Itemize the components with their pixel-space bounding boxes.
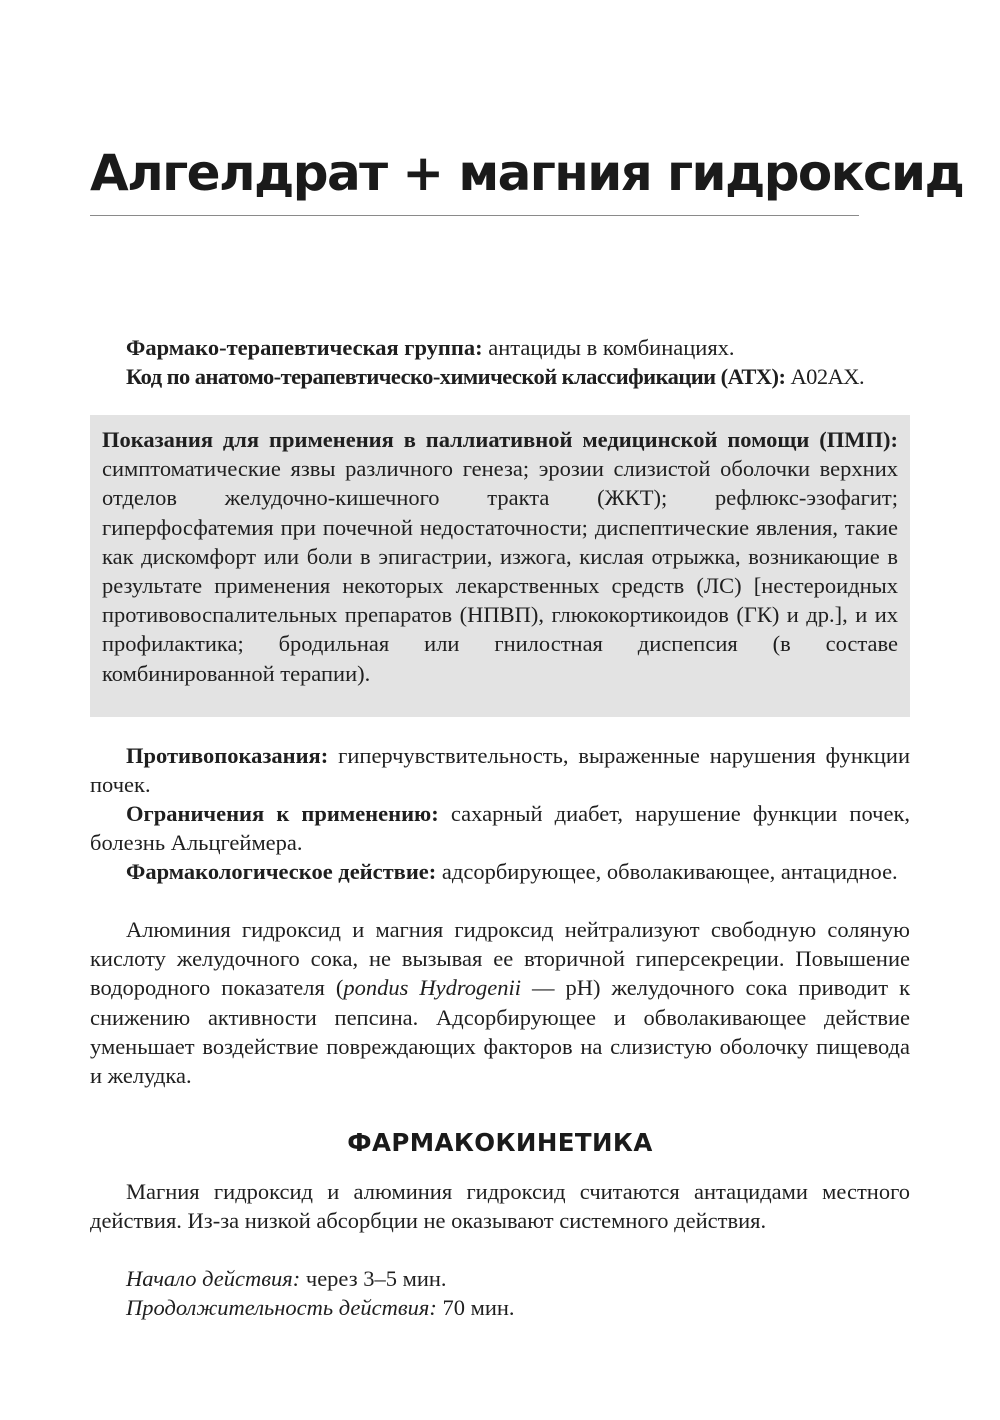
indications-paragraph (102, 425, 898, 688)
pharm-group-line (90, 333, 910, 362)
atc-value: A02AX. (785, 364, 865, 389)
indications-box (90, 415, 910, 717)
action-description (90, 915, 910, 1090)
indications-label: Показания для применения в паллиативной медицинской помощи (ПМП): (102, 427, 898, 452)
atc-line (90, 362, 970, 391)
duration-value: 70 мин. (436, 1295, 515, 1320)
page-title: Алгелдрат + магния гидроксид (90, 144, 964, 202)
pharm-group-value: антациды в комбинациях. (482, 335, 735, 360)
action-value: адсорбирующее, обволакивающее, антацидное. (436, 859, 898, 884)
restrictions-paragraph (90, 799, 910, 857)
onset-line (90, 1264, 910, 1293)
title-divider (90, 215, 859, 216)
action-label: Фармакологическое действие: (126, 859, 437, 884)
pharm-group-label: Фармако-терапевтическая группа: (126, 335, 483, 360)
contraindications-label: Противопоказания: (126, 743, 329, 768)
pharmacokinetics-paragraph: Магния гидроксид и алюминия гидроксид считаются антацидами местного действия. Из-за низкой абсорбции не оказывают системного действия. (90, 1179, 910, 1234)
restrictions-value: сахарный диабет, нарушение функции почек, болезнь Альцгеймера. (90, 801, 911, 856)
action-description-part2: — pH) желудочного сока приводит к снижению активности пепсина. Адсорбирующее и обволакивающее действие уменьшает воздействие повреждающих факторов на слизистую оболочку пищевода и желудка. (90, 975, 911, 1089)
contraindications-paragraph (90, 741, 910, 799)
pharmacokinetics-heading: ФАРМАКОКИНЕТИКА (347, 1128, 653, 1157)
duration-line (90, 1293, 910, 1322)
action-paragraph (90, 857, 910, 886)
atc-label: Код по анатомо-терапевтическо-химической классификации (АТХ): (126, 364, 786, 389)
action-description-latin: pondus Hydrogenii (343, 975, 522, 1001)
contraindications-value: гиперчувствительность, выраженные нарушения функции почек. (90, 743, 910, 798)
onset-value: через 3–5 мин. (300, 1266, 447, 1291)
restrictions-label: Ограничения к применению: (126, 801, 439, 826)
indications-text: симптоматические язвы различного генеза; эрозии слизистой оболочки верхних отделов желудочно-кишечного тракта (ЖКТ); рефлюкс-эзофагит; гиперфосфатемия при почечной недостаточности; диспептические явления, такие как дискомфорт или боли в эпигастрии, изжога, кислая отрыжка, возникающие в результате применения некоторых лекарственных средств (ЛС) [нестероидных противовоспалительных препаратов (НПВП), глюкокортикоидов (ГК) и др.], и их профилактика; бродильная или гнилостная диспепсия (в составе комбинированной терапии). (102, 456, 898, 686)
onset-label: Начало действия: (126, 1266, 301, 1291)
action-description-part1: Алюминия гидроксид и магния гидроксид нейтрализуют свободную соляную кислоту желудочного сока, не вызывая ее вторичной гиперсекреции. Повышение водородного показателя ( (90, 917, 910, 1001)
duration-label: Продолжительность действия: (126, 1295, 437, 1320)
